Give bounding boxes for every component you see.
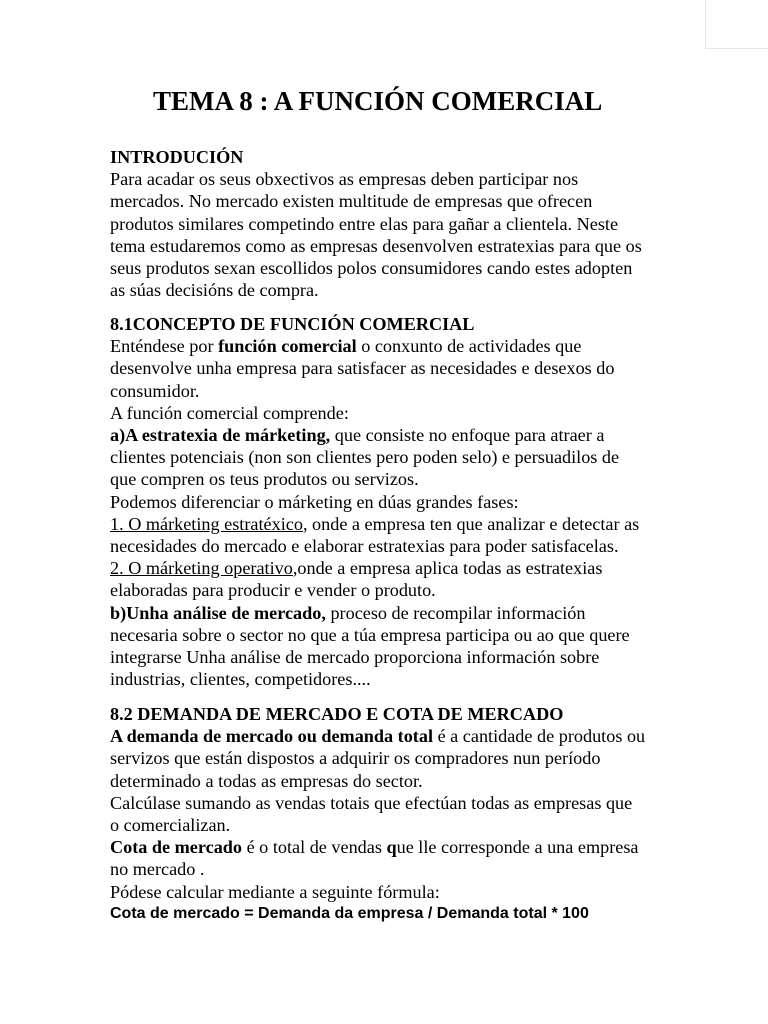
paragraph-line: necesidades do mercado e elaborar estratexias para poder satisfacelas.	[110, 536, 619, 557]
paragraph-line	[110, 602, 725, 624]
paragraph-line	[110, 557, 725, 579]
paragraph-line: tema estudaremos como as empresas desenvolven estratexias para que os	[110, 235, 642, 256]
section-heading-8-1: 8.1CONCEPTO DE FUNCIÓN COMERCIAL	[110, 314, 475, 334]
paragraph-line: elaboradas para producir e vender o produto.	[110, 580, 436, 601]
paragraph-line: produtos similares competindo entre elas para gañar a clientela. Neste	[110, 213, 619, 234]
paragraph-line	[110, 335, 725, 357]
page-title: TEMA 8 : A FUNCIÓN COMERCIAL	[153, 86, 603, 116]
paragraph-line: integrarse Unha análise de mercado proporciona información sobre	[110, 647, 600, 668]
paragraph-line: determinado a todas as empresas do sector.	[110, 770, 423, 791]
bold-term: b)Unha análise de mercado,	[110, 602, 326, 623]
paragraph-line: consumidor.	[110, 380, 200, 401]
paragraph-line: servizos que están dispostos a adquirir os compradores nun período	[110, 748, 601, 769]
paragraph-line: desenvolve unha empresa para satisfacer as necesidades e desexos do	[110, 358, 615, 379]
paragraph-line	[110, 725, 725, 747]
corner-frame	[705, 0, 768, 49]
bold-term: A demanda de mercado ou demanda total	[110, 726, 434, 747]
paragraph-line: no mercado .	[110, 859, 205, 880]
paragraph-line: Pódese calcular mediante a seguinte fórmula:	[110, 881, 440, 902]
bold-letter: q	[386, 837, 397, 858]
section-introduction	[110, 146, 725, 301]
bold-term: a)A estratexia de márketing,	[110, 425, 331, 446]
text-run: é a cantidade de produtos ou	[433, 726, 646, 747]
text-run: ,onde a empresa aplica todas as estratexias	[292, 558, 603, 579]
section-8-2	[110, 703, 725, 925]
paragraph-line	[110, 513, 725, 535]
section-heading-8-2: 8.2 DEMANDA DE MERCADO E COTA DE MERCADO	[110, 704, 564, 724]
paragraph-line: mercados. No mercado existen multitude de empresas que ofrecen	[110, 191, 593, 212]
paragraph-line: industrias, clientes, competidores....	[110, 669, 371, 690]
paragraph-line	[110, 836, 725, 858]
paragraph-line: Calcúlase sumando as vendas totais que efectúan todas as empresas que	[110, 792, 633, 813]
section-8-1	[110, 313, 725, 690]
text-run: que consiste no enfoque para atraer a	[330, 425, 605, 446]
paragraph-line	[110, 424, 725, 446]
section-heading-introduction: INTRODUCIÓN	[110, 147, 244, 167]
underlined-term: 2. O márketing operativo	[110, 558, 293, 579]
text-run: , onde a empresa ten que analizar e detectar as	[302, 513, 640, 534]
text-run: proceso de recompilar información	[325, 602, 586, 623]
paragraph-line: as súas decisións de compra.	[110, 280, 319, 301]
paragraph-line: que compren os teus produtos ou servizos.	[110, 469, 419, 490]
text-run: ue lle corresponde a una empresa	[396, 837, 639, 858]
bold-term: función comercial	[218, 336, 357, 357]
text-run: Enténdese por	[110, 336, 219, 357]
text-run: o conxunto de actividades que	[356, 336, 582, 357]
paragraph-line: Para acadar os seus obxectivos as empresas deben participar nos	[110, 169, 579, 190]
underlined-term: 1. O márketing estratéxico	[110, 513, 303, 534]
paragraph-line: necesaria sobre o sector no que a túa empresa participa ou ao que quere	[110, 624, 630, 645]
text-run: é o total de vendas	[242, 837, 387, 858]
paragraph-line: Podemos diferenciar o márketing en dúas grandes fases:	[110, 491, 519, 512]
formula: Cota de mercado = Demanda da empresa / Demanda total * 100	[110, 904, 589, 922]
bold-term: Cota de mercado	[110, 837, 243, 858]
paragraph-line: seus produtos sexan escollidos polos consumidores cando estes adopten	[110, 258, 633, 279]
paragraph-line: clientes potenciais (non son clientes pero poden selo) e persuadilos de	[110, 447, 620, 468]
paragraph-line: A función comercial comprende:	[110, 402, 349, 423]
paragraph-line: o comercializan.	[110, 815, 231, 836]
